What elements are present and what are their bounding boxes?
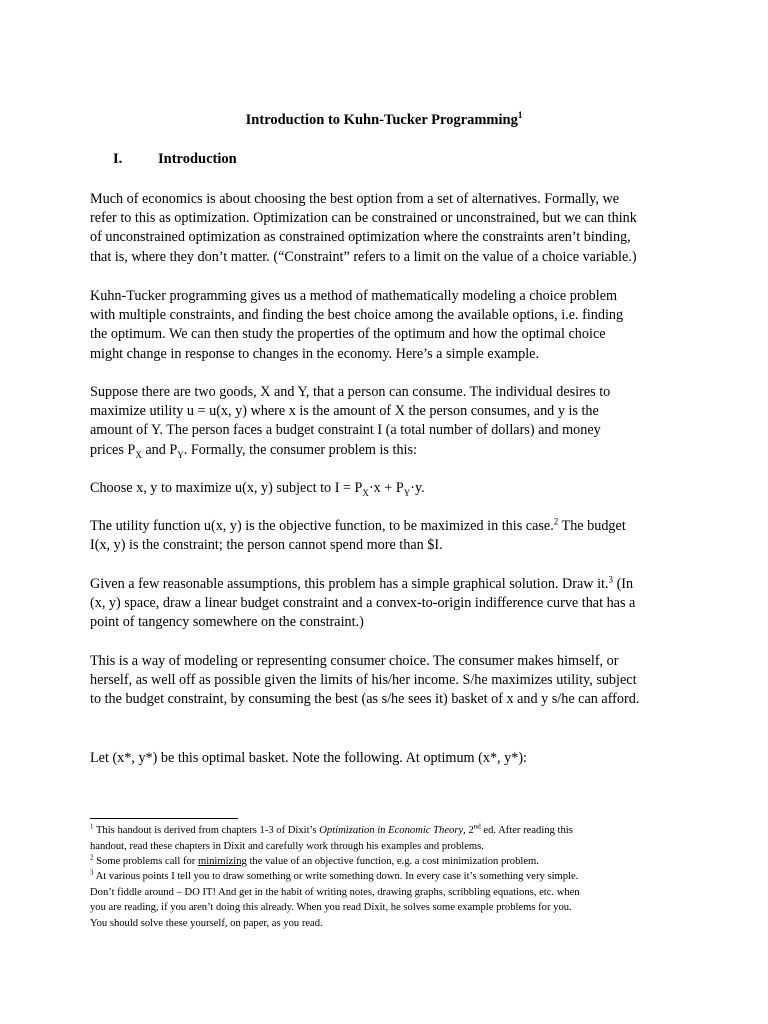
paragraph-line: point of tangency somewhere on the constraint.): [90, 614, 364, 631]
paragraph-line: Let (x*, y*) be this optimal basket. Note the following. At optimum (x*, y*):: [90, 750, 527, 766]
subscript-y: Y: [403, 487, 411, 498]
paragraph-7: [90, 652, 690, 710]
text-run: , 2: [463, 825, 474, 836]
paragraph-1: [90, 190, 690, 267]
underlined-word: minimizing: [197, 856, 247, 867]
paragraph-line: Kuhn-Tucker programming gives us a method of mathematically modeling a choice problem: [90, 288, 618, 304]
footnote-line: You should solve these yourself, on paper, as you read.: [90, 917, 323, 929]
paragraph-line: Much of economics is about choosing the best option from a set of alternatives. Formally, we: [90, 191, 620, 207]
footnote-line: [90, 854, 690, 870]
text-run: Some problems call for: [93, 856, 198, 867]
paragraph-2: [90, 287, 690, 364]
footnote-ref-3[interactable]: 3: [608, 574, 614, 585]
footnote-divider: [90, 818, 238, 819]
paragraph-line: of unconstrained optimization as constrained optimization where the constraints aren’t binding,: [90, 229, 631, 246]
paragraph-5: [90, 517, 690, 555]
footnote-mark: 1: [90, 822, 94, 831]
paragraph-line: maximize utility u = u(x, y) where x is the amount of X the person consumes, and y is the: [90, 403, 599, 420]
document-title: [0, 112, 768, 129]
section-number: I.: [113, 151, 123, 167]
text-run: prices P: [90, 441, 136, 458]
paragraph-line: to the budget constraint, by consuming the best (as s/he sees it) basket of x and y s/he can afford.: [90, 691, 640, 708]
text-run: and P: [141, 441, 178, 458]
paragraph-8: [90, 749, 690, 768]
footnote-1: [90, 823, 690, 854]
book-title: Optimization in Economic Theory: [319, 825, 464, 836]
footnote-line: [90, 823, 690, 839]
footnote-2: [90, 854, 690, 870]
paragraph-line: with multiple constraints, and finding the best choice among the available options, i.e. finding: [90, 307, 624, 324]
text-run: Choose x, y to maximize u(x, y) subject to I = P: [90, 480, 363, 496]
paragraph-line: [90, 441, 690, 460]
footnote-line: Don’t fiddle around – DO IT! And get in the habit of writing notes, drawing graphs, scribbling equations, etc. when: [90, 886, 580, 898]
section-heading: [113, 151, 237, 168]
paragraph-line: [90, 575, 690, 594]
text-run: . Formally, the consumer problem is this:: [183, 441, 417, 458]
text-run: This handout is derived from chapters 1-3 of Dixit’s: [93, 825, 320, 836]
text-run: ·y.: [410, 480, 425, 496]
paragraph-line: (x, y) space, draw a linear budget constraint and a convex-to-origin indifference curve that has a: [90, 595, 636, 612]
text-run: the value of an objective function, e.g. a cost minimization problem.: [246, 856, 539, 867]
paragraph-line: amount of Y. The person faces a budget constraint I (a total number of dollars) and money: [90, 422, 601, 439]
paragraph-line: the optimum. We can then study the properties of the optimum and how the optimal choice: [90, 326, 606, 343]
text-run: At various points I tell you to draw something or write something down. In every case it’s something very simple.: [93, 871, 579, 882]
paragraph-line: that is, where they don’t matter. (“Constraint” refers to a limit on the value of a choice variable.): [90, 248, 637, 265]
paragraph-line: herself, as well off as possible given the limits of his/her income. S/he maximizes utility, subject: [90, 672, 637, 689]
paragraph-6: [90, 575, 690, 633]
paragraph-line: This is a way of modeling or representing consumer choice. The consumer makes himself, or: [90, 653, 619, 669]
subscript-y: Y: [177, 449, 184, 460]
footnote-3: [90, 869, 690, 931]
paragraph-4: [90, 479, 690, 498]
text-run: ·x + P: [368, 480, 404, 496]
footnote-mark: 3: [90, 868, 94, 877]
footnote-line: you are reading, if you aren’t doing this already. When you read Dixit, he solves some example problems for you.: [90, 902, 572, 914]
paragraph-3: [90, 383, 690, 460]
text-run: ed. After reading this: [480, 825, 573, 836]
footnote-mark: 2: [90, 853, 94, 862]
title-footnote-mark[interactable]: 1: [517, 110, 523, 121]
footnote-line: handout, read these chapters in Dixit and carefully work through his examples and problems.: [90, 840, 484, 852]
paragraph-line: I(x, y) is the constraint; the person cannot spend more than $I.: [90, 537, 443, 554]
text-run: The budget: [558, 518, 626, 534]
paragraph-line: [90, 479, 690, 498]
subscript-x: X: [135, 449, 142, 460]
title-text: Introduction to Kuhn-Tucker Programming: [245, 112, 518, 128]
text-run: The utility function u(x, y) is the objective function, to be maximized in this case.: [90, 518, 554, 534]
footnote-line: [90, 869, 690, 885]
paragraph-line: Suppose there are two goods, X and Y, that a person can consume. The individual desires to: [90, 384, 611, 400]
text-run: Given a few reasonable assumptions, this problem has a simple graphical solution. Draw it.: [90, 576, 609, 592]
paragraph-line: refer to this as optimization. Optimization can be constrained or unconstrained, but we can think: [90, 210, 637, 227]
text-run: (In: [613, 576, 634, 592]
footnote-ref-2[interactable]: 2: [553, 516, 559, 527]
subscript-x: X: [362, 487, 369, 498]
paragraph-line: [90, 517, 690, 536]
section-title: Introduction: [158, 151, 237, 167]
ordinal-suffix: nd: [473, 822, 481, 831]
paragraph-line: might change in response to changes in the economy. Here’s a simple example.: [90, 345, 540, 362]
